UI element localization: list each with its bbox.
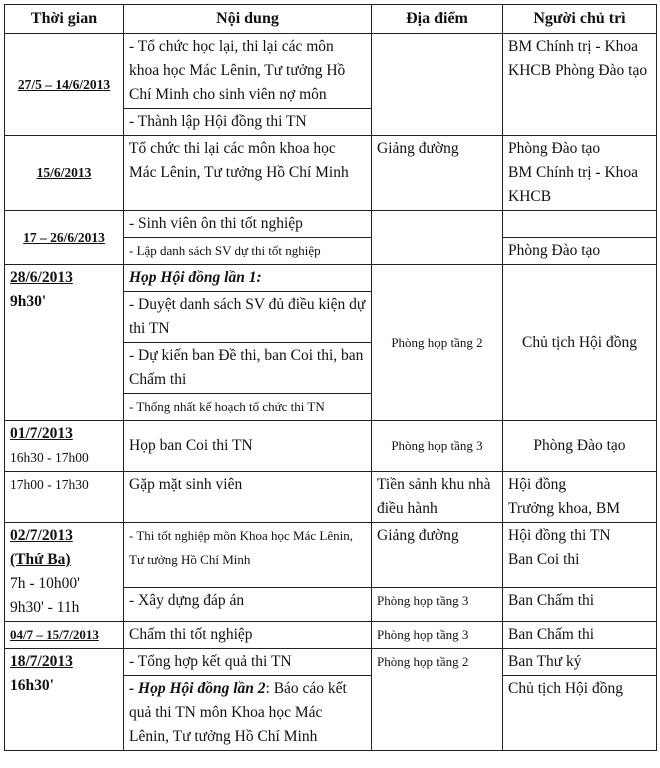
host-cell: Ban Chấm thi	[503, 622, 657, 649]
date-text: 01/7/2013	[10, 425, 73, 442]
date-text: 02/7/2013	[10, 527, 73, 544]
host-line: Hội đồng	[508, 476, 567, 493]
host-cell: Phòng Đào tạo	[503, 421, 657, 472]
content-cell	[124, 676, 372, 751]
content-cell: - Duyệt danh sách SV đủ điều kiện dự thi TN	[124, 292, 372, 343]
time-cell	[5, 211, 124, 265]
day-text: (Thứ Ba)	[10, 551, 71, 568]
host-cell	[503, 523, 657, 588]
time-text: 7h - 10h00'	[10, 575, 80, 592]
table-row	[5, 472, 657, 523]
time-cell	[5, 265, 124, 421]
header-row	[5, 5, 657, 34]
location-cell: Giảng đường	[372, 136, 503, 211]
header-location: Địa điểm	[372, 5, 503, 34]
time-cell	[5, 34, 124, 136]
content-cell: - Thành lập Hội đồng thi TN	[124, 109, 372, 136]
table-row	[5, 523, 657, 588]
location-text: Phòng họp tầng 2	[391, 334, 483, 350]
time-text: 16h30'	[10, 677, 54, 694]
time-cell: 17h00 - 17h30	[5, 472, 124, 523]
location-cell: Tiền sảnh khu nhà điều hành	[372, 472, 503, 523]
content-cell: - Xây dựng đáp án	[124, 587, 372, 621]
host-cell: Ban Thư ký	[503, 649, 657, 676]
content-cell: Chấm thi tốt nghiệp	[124, 622, 372, 649]
location-cell: Phòng họp tầng 3	[372, 587, 503, 621]
table-row	[5, 34, 657, 109]
date-text: 15/6/2013	[36, 165, 92, 180]
time-cell	[5, 136, 124, 211]
date-text: 04/7 – 15/7/2013	[10, 627, 99, 642]
location-cell	[372, 265, 503, 421]
host-cell	[503, 136, 657, 211]
date-text: 27/5 – 14/6/2013	[17, 76, 111, 92]
host-cell: Chủ tịch Hội đồng	[503, 265, 657, 421]
host-cell: BM Chính trị - Khoa KHCB Phòng Đào tạo	[503, 34, 657, 136]
location-text: Phòng họp tầng 3	[391, 438, 483, 453]
table-row	[5, 622, 657, 649]
table-row	[5, 211, 657, 238]
content-text: : Báo cáo kết quả thi TN môn Khoa học Mác Lênin, Tư tưởng Hồ Chí Minh	[129, 680, 347, 745]
location-cell	[372, 649, 503, 751]
header-content: Nội dung	[124, 5, 372, 34]
content-cell: - Tổ chức học lại, thi lại các môn khoa học Mác Lênin, Tư tưởng Hồ Chí Minh cho sinh viên nợ môn	[124, 34, 372, 109]
content-cell: - Thống nhất kế hoạch tổ chức thi TN	[124, 394, 372, 421]
content-heading: - Họp Hội đồng lần 2	[129, 680, 266, 697]
time-text: 9h30'	[10, 293, 47, 310]
time-text: 9h30' - 11h	[10, 599, 80, 616]
content-cell: Tổ chức thi lại các môn khoa học Mác Lênin, Tư tưởng Hồ Chí Minh	[124, 136, 372, 211]
content-cell: - Tổng hợp kết quả thi TN	[124, 649, 372, 676]
table-row	[5, 265, 657, 292]
date-text: 17 – 26/6/2013	[23, 229, 105, 245]
host-line: BM Chính trị - Khoa KHCB	[508, 164, 639, 205]
host-line: Trưởng khoa, BM	[508, 500, 621, 517]
location-text: Phòng họp tầng 2	[377, 654, 469, 669]
content-cell: - Sinh viên ôn thi tốt nghiệp	[124, 211, 372, 238]
location-cell: Giảng đường	[372, 523, 503, 588]
time-cell	[5, 622, 124, 649]
date-text: 18/7/2013	[10, 653, 73, 670]
host-cell	[503, 472, 657, 523]
location-cell	[372, 421, 503, 472]
time-cell	[5, 523, 124, 622]
content-cell: Họp ban Coi thi TN	[124, 421, 372, 472]
header-time: Thời gian	[5, 5, 124, 34]
content-cell: - Dự kiến ban Đề thi, ban Coi thi, ban Chấm thi	[124, 343, 372, 394]
time-cell	[5, 649, 124, 751]
date-text: 28/6/2013	[10, 269, 73, 286]
table-row	[5, 649, 657, 676]
time-text: 16h30 - 17h00	[10, 450, 89, 465]
host-line: Phòng Đào tạo	[508, 140, 601, 157]
content-cell: Gặp mặt sinh viên	[124, 472, 372, 523]
location-cell	[372, 34, 503, 136]
header-host: Người chủ trì	[503, 5, 657, 34]
schedule-table	[4, 4, 657, 751]
table-row	[5, 136, 657, 211]
host-cell: Ban Chấm thi	[503, 587, 657, 621]
content-cell: - Lập danh sách SV dự thi tốt nghiệp	[124, 238, 372, 265]
host-cell: Phòng Đào tạo	[503, 238, 657, 265]
host-cell	[503, 211, 657, 238]
time-cell	[5, 421, 124, 472]
location-cell	[372, 211, 503, 265]
table-row	[5, 421, 657, 472]
host-cell: Chủ tịch Hội đồng	[503, 676, 657, 751]
content-heading: Họp Hội đồng lần 1:	[124, 265, 372, 292]
content-cell: - Thi tốt nghiệp môn Khoa học Mác Lênin, Tư tưởng Hồ Chí Minh	[124, 523, 372, 588]
host-line: Hội đồng thi TN	[508, 527, 611, 544]
host-line: Ban Coi thi	[508, 551, 580, 568]
location-cell: Phòng họp tầng 3	[372, 622, 503, 649]
